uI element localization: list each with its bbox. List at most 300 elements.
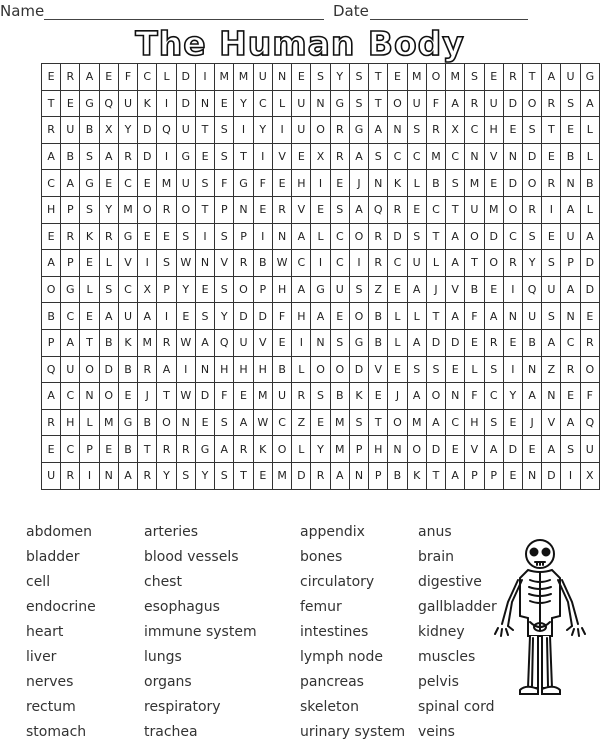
grid-cell[interactable]: C xyxy=(61,303,80,330)
grid-cell[interactable]: N xyxy=(542,383,561,410)
grid-cell[interactable]: I xyxy=(176,356,195,383)
grid-cell[interactable]: M xyxy=(330,409,349,436)
grid-cell[interactable]: D xyxy=(292,462,311,489)
grid-cell[interactable]: N xyxy=(195,250,214,277)
grid-cell[interactable]: E xyxy=(292,64,311,91)
grid-cell[interactable]: F xyxy=(215,383,234,410)
grid-cell[interactable]: A xyxy=(292,276,311,303)
grid-cell[interactable]: Y xyxy=(234,90,253,117)
grid-cell[interactable]: X xyxy=(138,276,157,303)
grid-cell[interactable]: C xyxy=(446,143,465,170)
grid-cell[interactable]: O xyxy=(176,196,195,223)
grid-cell[interactable]: S xyxy=(215,117,234,144)
grid-cell[interactable]: C xyxy=(61,383,80,410)
grid-cell[interactable]: S xyxy=(311,64,330,91)
grid-cell[interactable]: C xyxy=(61,436,80,463)
grid-cell[interactable]: T xyxy=(426,462,445,489)
grid-cell[interactable]: S xyxy=(215,276,234,303)
date-line[interactable] xyxy=(370,19,528,20)
grid-cell[interactable]: O xyxy=(42,276,61,303)
grid-cell[interactable]: Z xyxy=(369,276,388,303)
grid-cell[interactable]: E xyxy=(195,409,214,436)
grid-cell[interactable]: E xyxy=(61,90,80,117)
grid-cell[interactable]: Q xyxy=(42,356,61,383)
grid-cell[interactable]: V xyxy=(215,250,234,277)
grid-cell[interactable]: I xyxy=(311,170,330,197)
grid-cell[interactable]: I xyxy=(503,276,522,303)
grid-cell[interactable]: L xyxy=(580,143,599,170)
grid-cell[interactable]: F xyxy=(215,170,234,197)
grid-cell[interactable]: T xyxy=(42,90,61,117)
grid-cell[interactable]: V xyxy=(118,250,137,277)
grid-cell[interactable]: Q xyxy=(215,329,234,356)
grid-cell[interactable]: S xyxy=(542,303,561,330)
grid-cell[interactable]: H xyxy=(42,196,61,223)
grid-cell[interactable]: E xyxy=(503,329,522,356)
grid-cell[interactable]: I xyxy=(503,356,522,383)
grid-cell[interactable]: S xyxy=(176,462,195,489)
grid-cell[interactable]: W xyxy=(253,409,272,436)
grid-cell[interactable]: M xyxy=(330,436,349,463)
grid-cell[interactable]: C xyxy=(330,250,349,277)
grid-cell[interactable]: R xyxy=(311,462,330,489)
grid-cell[interactable]: Q xyxy=(157,117,176,144)
grid-cell[interactable]: R xyxy=(118,143,137,170)
grid-cell[interactable]: U xyxy=(561,223,580,250)
grid-cell[interactable]: R xyxy=(157,436,176,463)
grid-cell[interactable]: D xyxy=(523,143,542,170)
grid-cell[interactable]: U xyxy=(234,329,253,356)
grid-cell[interactable]: B xyxy=(118,356,137,383)
grid-cell[interactable]: N xyxy=(311,90,330,117)
grid-cell[interactable]: G xyxy=(234,170,253,197)
grid-cell[interactable]: A xyxy=(484,303,503,330)
grid-cell[interactable]: E xyxy=(561,383,580,410)
grid-cell[interactable]: B xyxy=(80,117,99,144)
grid-cell[interactable]: L xyxy=(407,170,426,197)
grid-cell[interactable]: U xyxy=(561,64,580,91)
grid-cell[interactable]: E xyxy=(561,117,580,144)
grid-cell[interactable]: M xyxy=(484,196,503,223)
grid-cell[interactable]: L xyxy=(580,117,599,144)
grid-cell[interactable]: A xyxy=(349,196,368,223)
grid-cell[interactable]: K xyxy=(388,170,407,197)
grid-cell[interactable]: R xyxy=(369,223,388,250)
grid-cell[interactable]: B xyxy=(99,329,118,356)
grid-cell[interactable]: S xyxy=(561,90,580,117)
grid-cell[interactable]: E xyxy=(484,276,503,303)
grid-cell[interactable]: C xyxy=(118,170,137,197)
grid-cell[interactable]: B xyxy=(580,170,599,197)
grid-cell[interactable]: T xyxy=(80,329,99,356)
grid-cell[interactable]: S xyxy=(426,356,445,383)
grid-cell[interactable]: N xyxy=(561,170,580,197)
grid-cell[interactable]: O xyxy=(523,170,542,197)
grid-cell[interactable]: Y xyxy=(503,383,522,410)
grid-cell[interactable]: Q xyxy=(369,196,388,223)
grid-cell[interactable]: H xyxy=(215,356,234,383)
grid-cell[interactable]: P xyxy=(42,329,61,356)
grid-cell[interactable]: H xyxy=(61,409,80,436)
grid-cell[interactable]: Q xyxy=(523,276,542,303)
grid-cell[interactable]: V xyxy=(253,329,272,356)
grid-cell[interactable]: O xyxy=(99,383,118,410)
grid-cell[interactable]: N xyxy=(388,117,407,144)
grid-cell[interactable]: K xyxy=(80,223,99,250)
grid-cell[interactable]: O xyxy=(272,436,291,463)
grid-cell[interactable]: A xyxy=(61,329,80,356)
grid-cell[interactable]: D xyxy=(503,436,522,463)
grid-cell[interactable]: F xyxy=(118,64,137,91)
grid-cell[interactable]: I xyxy=(195,223,214,250)
grid-cell[interactable]: H xyxy=(234,356,253,383)
grid-cell[interactable]: N xyxy=(311,329,330,356)
grid-cell[interactable]: N xyxy=(561,303,580,330)
grid-cell[interactable]: K xyxy=(407,462,426,489)
grid-cell[interactable]: G xyxy=(311,276,330,303)
grid-cell[interactable]: U xyxy=(407,250,426,277)
grid-cell[interactable]: A xyxy=(311,303,330,330)
name-line[interactable] xyxy=(44,19,324,20)
grid-cell[interactable]: D xyxy=(446,329,465,356)
grid-cell[interactable]: E xyxy=(484,64,503,91)
grid-cell[interactable]: R xyxy=(157,196,176,223)
grid-cell[interactable]: N xyxy=(388,436,407,463)
grid-cell[interactable]: U xyxy=(61,356,80,383)
grid-cell[interactable]: C xyxy=(503,223,522,250)
grid-cell[interactable]: N xyxy=(99,462,118,489)
grid-cell[interactable]: R xyxy=(330,117,349,144)
grid-cell[interactable]: V xyxy=(465,436,484,463)
grid-cell[interactable]: E xyxy=(388,356,407,383)
grid-cell[interactable]: G xyxy=(580,64,599,91)
grid-cell[interactable]: P xyxy=(369,462,388,489)
grid-cell[interactable]: A xyxy=(580,223,599,250)
grid-cell[interactable]: E xyxy=(542,223,561,250)
grid-cell[interactable]: P xyxy=(349,436,368,463)
grid-cell[interactable]: A xyxy=(446,90,465,117)
grid-cell[interactable]: B xyxy=(426,170,445,197)
grid-cell[interactable]: N xyxy=(234,196,253,223)
grid-cell[interactable]: Y xyxy=(195,462,214,489)
grid-cell[interactable]: E xyxy=(42,223,61,250)
grid-cell[interactable]: L xyxy=(465,356,484,383)
grid-cell[interactable]: D xyxy=(176,64,195,91)
grid-cell[interactable]: O xyxy=(465,223,484,250)
grid-cell[interactable]: U xyxy=(523,303,542,330)
grid-cell[interactable]: A xyxy=(446,462,465,489)
grid-cell[interactable]: E xyxy=(99,170,118,197)
grid-cell[interactable]: A xyxy=(484,436,503,463)
grid-cell[interactable]: F xyxy=(465,303,484,330)
grid-cell[interactable]: V xyxy=(484,143,503,170)
grid-cell[interactable]: O xyxy=(349,303,368,330)
grid-cell[interactable]: S xyxy=(465,64,484,91)
grid-cell[interactable]: A xyxy=(99,143,118,170)
grid-cell[interactable]: Y xyxy=(118,117,137,144)
grid-cell[interactable]: A xyxy=(542,64,561,91)
grid-cell[interactable]: F xyxy=(580,383,599,410)
grid-cell[interactable]: H xyxy=(465,409,484,436)
grid-cell[interactable]: D xyxy=(253,303,272,330)
grid-cell[interactable]: B xyxy=(118,436,137,463)
grid-cell[interactable]: O xyxy=(157,409,176,436)
grid-cell[interactable]: J xyxy=(523,409,542,436)
grid-cell[interactable]: A xyxy=(542,329,561,356)
grid-cell[interactable]: A xyxy=(523,383,542,410)
grid-cell[interactable]: B xyxy=(272,356,291,383)
grid-cell[interactable]: R xyxy=(99,223,118,250)
grid-cell[interactable]: O xyxy=(503,196,522,223)
grid-cell[interactable]: K xyxy=(253,436,272,463)
grid-cell[interactable]: T xyxy=(369,409,388,436)
grid-cell[interactable]: I xyxy=(542,196,561,223)
grid-cell[interactable]: D xyxy=(138,143,157,170)
grid-cell[interactable]: O xyxy=(523,90,542,117)
grid-cell[interactable]: C xyxy=(272,409,291,436)
grid-cell[interactable]: B xyxy=(465,276,484,303)
grid-cell[interactable]: E xyxy=(542,143,561,170)
grid-cell[interactable]: M xyxy=(426,143,445,170)
grid-cell[interactable]: A xyxy=(330,462,349,489)
grid-cell[interactable]: U xyxy=(176,170,195,197)
grid-cell[interactable]: E xyxy=(330,170,349,197)
grid-cell[interactable]: E xyxy=(80,250,99,277)
grid-cell[interactable]: A xyxy=(80,64,99,91)
grid-cell[interactable]: P xyxy=(61,196,80,223)
grid-cell[interactable]: E xyxy=(195,143,214,170)
grid-cell[interactable]: A xyxy=(42,383,61,410)
grid-cell[interactable]: S xyxy=(407,356,426,383)
grid-cell[interactable]: E xyxy=(42,436,61,463)
grid-cell[interactable]: I xyxy=(292,329,311,356)
grid-cell[interactable]: D xyxy=(138,117,157,144)
grid-cell[interactable]: S xyxy=(80,143,99,170)
grid-cell[interactable]: R xyxy=(61,223,80,250)
grid-cell[interactable]: L xyxy=(388,303,407,330)
grid-cell[interactable]: M xyxy=(446,64,465,91)
grid-cell[interactable]: M xyxy=(99,409,118,436)
grid-cell[interactable]: W xyxy=(176,250,195,277)
grid-cell[interactable]: U xyxy=(330,276,349,303)
grid-cell[interactable]: F xyxy=(426,90,445,117)
grid-cell[interactable]: U xyxy=(118,90,137,117)
grid-cell[interactable]: L xyxy=(311,223,330,250)
grid-cell[interactable]: A xyxy=(580,90,599,117)
grid-cell[interactable]: U xyxy=(253,64,272,91)
grid-cell[interactable]: R xyxy=(234,250,253,277)
grid-cell[interactable]: V xyxy=(446,276,465,303)
grid-cell[interactable]: U xyxy=(484,90,503,117)
grid-cell[interactable]: R xyxy=(523,196,542,223)
grid-cell[interactable]: M xyxy=(234,64,253,91)
grid-cell[interactable]: T xyxy=(138,436,157,463)
grid-cell[interactable]: I xyxy=(349,250,368,277)
grid-cell[interactable]: S xyxy=(215,409,234,436)
grid-cell[interactable]: R xyxy=(234,436,253,463)
grid-cell[interactable]: R xyxy=(61,64,80,91)
grid-cell[interactable]: B xyxy=(61,143,80,170)
grid-cell[interactable]: L xyxy=(426,250,445,277)
grid-cell[interactable]: C xyxy=(407,143,426,170)
grid-cell[interactable]: R xyxy=(426,117,445,144)
grid-cell[interactable]: E xyxy=(80,303,99,330)
grid-cell[interactable]: J xyxy=(426,276,445,303)
grid-cell[interactable]: D xyxy=(426,436,445,463)
grid-cell[interactable]: F xyxy=(272,303,291,330)
grid-cell[interactable]: T xyxy=(523,64,542,91)
grid-cell[interactable]: U xyxy=(292,90,311,117)
grid-cell[interactable]: C xyxy=(426,196,445,223)
grid-cell[interactable]: T xyxy=(446,196,465,223)
grid-cell[interactable]: G xyxy=(176,143,195,170)
grid-cell[interactable]: I xyxy=(561,462,580,489)
grid-cell[interactable]: G xyxy=(80,90,99,117)
grid-cell[interactable]: E xyxy=(369,383,388,410)
grid-cell[interactable]: S xyxy=(215,223,234,250)
grid-cell[interactable]: O xyxy=(138,196,157,223)
grid-cell[interactable]: E xyxy=(503,117,522,144)
grid-cell[interactable]: E xyxy=(253,462,272,489)
grid-cell[interactable]: X xyxy=(99,117,118,144)
grid-cell[interactable]: S xyxy=(484,356,503,383)
grid-cell[interactable]: H xyxy=(292,170,311,197)
grid-cell[interactable]: N xyxy=(523,356,542,383)
grid-cell[interactable]: P xyxy=(215,196,234,223)
grid-cell[interactable]: A xyxy=(118,462,137,489)
grid-cell[interactable]: L xyxy=(80,409,99,436)
grid-cell[interactable]: O xyxy=(80,356,99,383)
grid-cell[interactable]: A xyxy=(426,409,445,436)
grid-cell[interactable]: E xyxy=(446,356,465,383)
grid-cell[interactable]: D xyxy=(580,276,599,303)
grid-cell[interactable]: S xyxy=(561,436,580,463)
grid-cell[interactable]: Y xyxy=(157,462,176,489)
grid-cell[interactable]: A xyxy=(99,303,118,330)
grid-cell[interactable]: H xyxy=(292,303,311,330)
grid-cell[interactable]: R xyxy=(42,117,61,144)
grid-cell[interactable]: T xyxy=(426,303,445,330)
grid-cell[interactable]: E xyxy=(407,196,426,223)
grid-cell[interactable]: H xyxy=(484,117,503,144)
grid-cell[interactable]: E xyxy=(99,64,118,91)
grid-cell[interactable]: V xyxy=(292,196,311,223)
grid-cell[interactable]: C xyxy=(292,250,311,277)
grid-cell[interactable]: U xyxy=(272,383,291,410)
grid-cell[interactable]: T xyxy=(465,250,484,277)
grid-cell[interactable]: N xyxy=(446,383,465,410)
grid-cell[interactable]: T xyxy=(234,462,253,489)
grid-cell[interactable]: F xyxy=(253,170,272,197)
grid-cell[interactable]: Q xyxy=(580,409,599,436)
grid-cell[interactable]: E xyxy=(580,303,599,330)
grid-cell[interactable]: D xyxy=(176,90,195,117)
grid-cell[interactable]: E xyxy=(234,383,253,410)
grid-cell[interactable]: C xyxy=(42,170,61,197)
grid-cell[interactable]: B xyxy=(561,143,580,170)
grid-cell[interactable]: M xyxy=(465,170,484,197)
grid-cell[interactable]: T xyxy=(234,143,253,170)
grid-cell[interactable]: H xyxy=(272,276,291,303)
grid-cell[interactable]: B xyxy=(388,462,407,489)
grid-cell[interactable]: J xyxy=(388,383,407,410)
grid-cell[interactable]: S xyxy=(157,250,176,277)
grid-cell[interactable]: U xyxy=(292,117,311,144)
grid-cell[interactable]: A xyxy=(349,143,368,170)
grid-cell[interactable]: U xyxy=(42,462,61,489)
grid-cell[interactable]: R xyxy=(542,170,561,197)
grid-cell[interactable]: S xyxy=(542,250,561,277)
grid-cell[interactable]: P xyxy=(484,462,503,489)
grid-cell[interactable]: R xyxy=(484,329,503,356)
grid-cell[interactable]: V xyxy=(272,143,291,170)
grid-cell[interactable]: C xyxy=(253,90,272,117)
grid-cell[interactable]: O xyxy=(407,436,426,463)
grid-cell[interactable]: S xyxy=(407,223,426,250)
grid-cell[interactable]: R xyxy=(542,90,561,117)
grid-cell[interactable]: P xyxy=(157,276,176,303)
grid-cell[interactable]: I xyxy=(195,64,214,91)
grid-cell[interactable]: A xyxy=(446,303,465,330)
grid-cell[interactable]: G xyxy=(349,329,368,356)
grid-cell[interactable]: X xyxy=(446,117,465,144)
grid-cell[interactable]: E xyxy=(138,223,157,250)
grid-cell[interactable]: M xyxy=(138,329,157,356)
grid-cell[interactable]: E xyxy=(138,170,157,197)
grid-cell[interactable]: R xyxy=(580,329,599,356)
grid-cell[interactable]: T xyxy=(426,223,445,250)
grid-cell[interactable]: D xyxy=(234,303,253,330)
grid-cell[interactable]: A xyxy=(369,117,388,144)
grid-cell[interactable]: E xyxy=(253,196,272,223)
grid-cell[interactable]: G xyxy=(61,276,80,303)
grid-cell[interactable]: I xyxy=(272,117,291,144)
grid-cell[interactable]: E xyxy=(215,90,234,117)
grid-cell[interactable]: M xyxy=(407,64,426,91)
grid-cell[interactable]: M xyxy=(253,383,272,410)
grid-cell[interactable]: U xyxy=(61,117,80,144)
grid-cell[interactable]: T xyxy=(195,196,214,223)
grid-cell[interactable]: E xyxy=(523,436,542,463)
grid-cell[interactable]: B xyxy=(330,383,349,410)
grid-cell[interactable]: O xyxy=(580,356,599,383)
grid-cell[interactable]: L xyxy=(292,436,311,463)
grid-cell[interactable]: A xyxy=(234,409,253,436)
grid-cell[interactable]: S xyxy=(349,90,368,117)
grid-cell[interactable]: N xyxy=(272,223,291,250)
grid-cell[interactable]: N xyxy=(195,90,214,117)
grid-cell[interactable]: Y xyxy=(253,117,272,144)
grid-cell[interactable]: Q xyxy=(99,90,118,117)
grid-cell[interactable]: I xyxy=(157,143,176,170)
grid-cell[interactable]: I xyxy=(157,90,176,117)
grid-cell[interactable]: C xyxy=(465,117,484,144)
grid-cell[interactable]: R xyxy=(42,409,61,436)
grid-cell[interactable]: E xyxy=(118,383,137,410)
grid-cell[interactable]: Z xyxy=(542,356,561,383)
grid-cell[interactable]: B xyxy=(523,329,542,356)
grid-cell[interactable]: R xyxy=(138,462,157,489)
grid-cell[interactable]: R xyxy=(465,90,484,117)
grid-cell[interactable]: R xyxy=(503,250,522,277)
grid-cell[interactable]: A xyxy=(42,143,61,170)
grid-cell[interactable]: S xyxy=(349,64,368,91)
grid-cell[interactable]: G xyxy=(349,117,368,144)
grid-cell[interactable]: C xyxy=(138,64,157,91)
grid-cell[interactable]: M xyxy=(157,170,176,197)
grid-cell[interactable]: L xyxy=(99,250,118,277)
grid-cell[interactable]: W xyxy=(272,250,291,277)
